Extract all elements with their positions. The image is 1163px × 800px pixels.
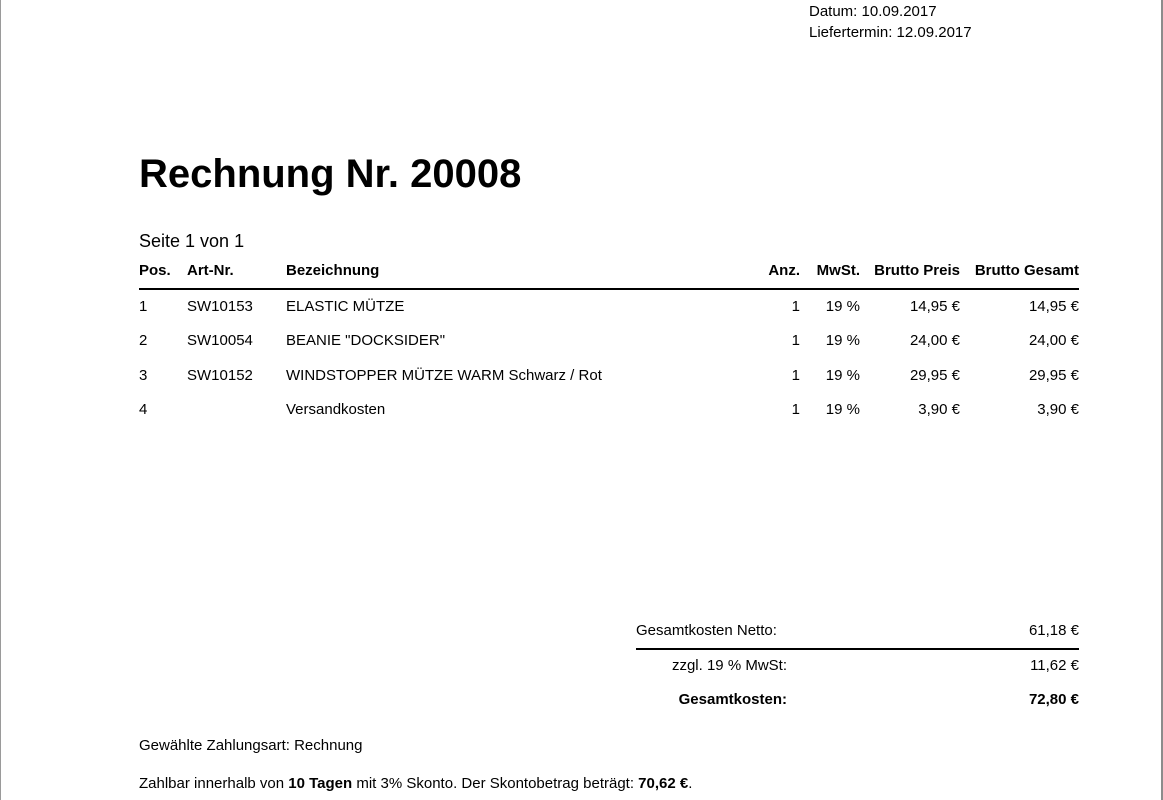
row-pos: 4	[139, 401, 148, 418]
netto-value: 61,18 €	[1028, 622, 1079, 639]
row-brutto-preis: 3,90 €	[918, 401, 960, 418]
row-brutto-preis: 29,95 €	[909, 367, 960, 384]
terms-prefix: Zahlbar innerhalb von	[139, 775, 289, 792]
row-anzahl: 1	[791, 367, 800, 384]
mwst-label: zzgl. 19 % MwSt:	[671, 657, 787, 674]
header-brutto-preis: Brutto Preis	[874, 262, 960, 279]
invoice-title: Rechnung Nr. 20008	[139, 152, 522, 196]
header-pos: Pos.	[139, 262, 171, 279]
terms-days: 10 Tagen	[288, 775, 353, 792]
payment-method: Gewählte Zahlungsart: Rechnung	[139, 737, 363, 754]
delivery-date: Liefertermin: 12.09.2017	[809, 24, 972, 41]
row-bezeichnung: Versandkosten	[286, 401, 386, 418]
terms-amount: 70,62 €	[638, 775, 689, 792]
row-bezeichnung: ELASTIC MÜTZE	[286, 298, 405, 315]
header-bezeichnung: Bezeichnung	[286, 262, 380, 279]
row-art-nr: SW10153	[187, 298, 253, 315]
row-anzahl: 1	[791, 298, 800, 315]
terms-middle: mit 3% Skonto. Der Skontobetrag beträgt:	[352, 775, 639, 792]
gesamt-value: 72,80 €	[1028, 691, 1079, 708]
row-anzahl: 1	[791, 401, 800, 418]
row-brutto-gesamt: 24,00 €	[1028, 332, 1079, 349]
document-frame-left-edge	[0, 0, 1, 800]
row-art-nr: SW10054	[187, 332, 253, 349]
row-mwst: 19 %	[825, 298, 860, 315]
row-brutto-gesamt: 3,90 €	[1037, 401, 1079, 418]
row-brutto-preis: 24,00 €	[909, 332, 960, 349]
header-divider	[139, 288, 1079, 290]
row-mwst: 19 %	[825, 401, 860, 418]
netto-label: Gesamtkosten Netto:	[636, 622, 777, 639]
header-art-nr: Art-Nr.	[187, 262, 234, 279]
mwst-value: 11,62 €	[1030, 657, 1079, 674]
terms-suffix: .	[688, 775, 693, 792]
row-brutto-preis: 14,95 €	[909, 298, 960, 315]
row-pos: 1	[139, 298, 148, 315]
row-pos: 3	[139, 367, 148, 384]
page-info: Seite 1 von 1	[139, 231, 245, 251]
row-brutto-gesamt: 14,95 €	[1028, 298, 1079, 315]
row-bezeichnung: WINDSTOPPER MÜTZE WARM Schwarz / Rot	[286, 367, 602, 384]
invoice-date: Datum: 10.09.2017	[809, 3, 937, 20]
header-mwst: MwSt.	[816, 262, 860, 279]
row-anzahl: 1	[791, 332, 800, 349]
totals-divider	[636, 648, 1079, 650]
header-brutto-gesamt: Brutto Gesamt	[974, 262, 1079, 279]
row-mwst: 19 %	[825, 367, 860, 384]
row-brutto-gesamt: 29,95 €	[1028, 367, 1079, 384]
gesamt-label: Gesamtkosten:	[678, 691, 787, 708]
row-mwst: 19 %	[825, 332, 860, 349]
row-pos: 2	[139, 332, 148, 349]
header-anzahl: Anz.	[768, 262, 800, 279]
row-bezeichnung: BEANIE "DOCKSIDER"	[286, 332, 446, 349]
row-art-nr: SW10152	[187, 367, 253, 384]
payment-terms	[139, 775, 692, 792]
